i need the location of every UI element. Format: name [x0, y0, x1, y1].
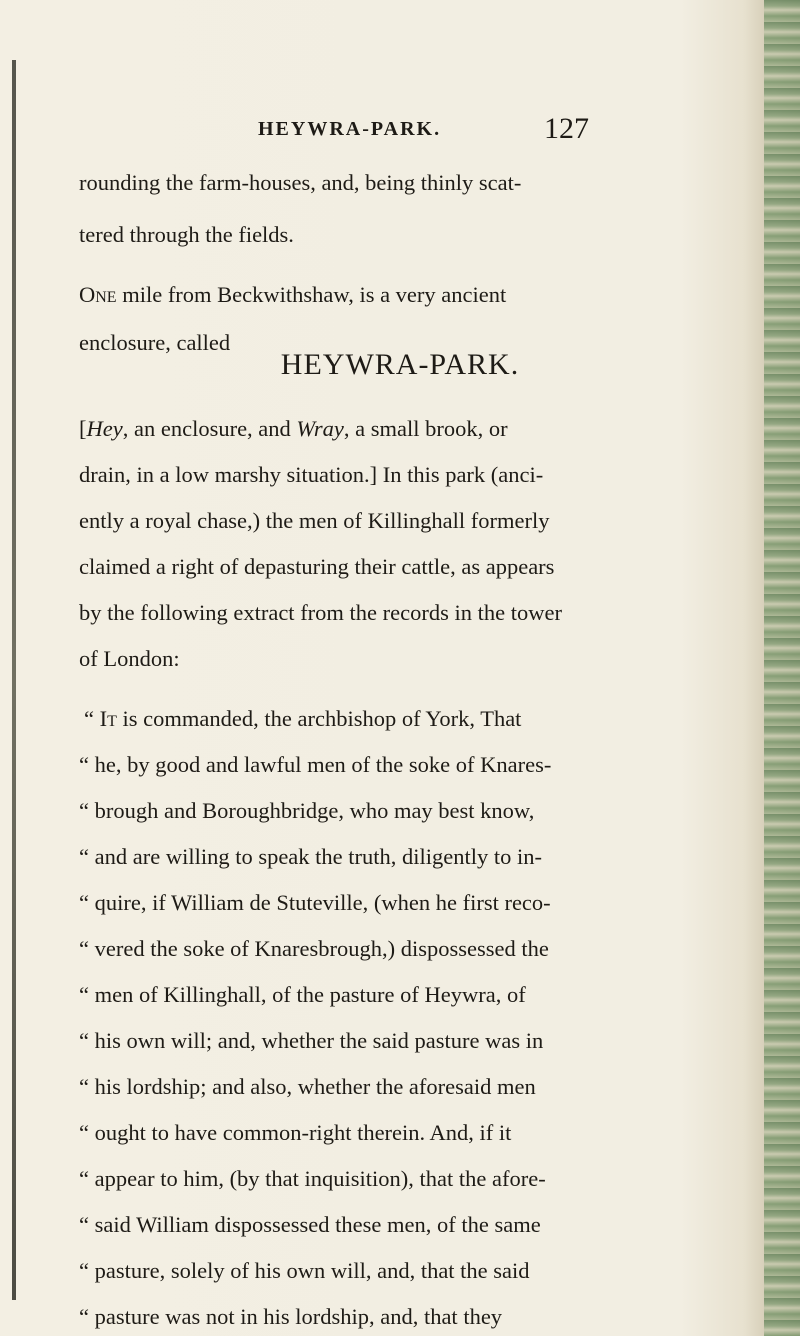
running-head [250, 112, 610, 152]
text-line: “ brough and Boroughbridge, who may best know, [79, 798, 535, 823]
page-number: 127 [544, 112, 589, 145]
lead-word: It [99, 706, 117, 731]
line-text: , an enclosure, and [122, 416, 297, 441]
section-heading: HEYWRA-PARK. [280, 348, 520, 381]
text-line: “ appear to him, (by that inquisition), that the afore- [79, 1166, 546, 1191]
text-line: “ and are willing to speak the truth, diligently to in- [79, 844, 543, 869]
binding-edge [12, 60, 16, 1300]
text-line: drain, in a low marshy situation.] In this park (anci- [79, 462, 544, 487]
text-line [84, 706, 521, 732]
line-text: mile from Beckwithshaw, is a very ancient [116, 282, 507, 307]
text-line: “ vered the soke of Knaresbrough,) dispossessed the [79, 936, 549, 961]
text-line: “ quire, if William de Stuteville, (when he first reco- [79, 890, 551, 915]
text-line [79, 282, 506, 308]
text-line: “ ought to have common-right therein. And, if it [79, 1120, 512, 1145]
line-text: is commanded, the archbishop of York, That [116, 706, 522, 731]
text-line: “ his lordship; and also, whether the aforesaid men [79, 1074, 536, 1099]
open-quote: “ [84, 706, 100, 731]
text-line: tered through the fields. [79, 222, 294, 247]
bracket: [ [79, 416, 87, 441]
text-line: rounding the farm-houses, and, being thinly scat- [79, 170, 522, 195]
text-line: claimed a right of depasturing their cattle, as appears [79, 554, 555, 579]
page-edge-shadow [764, 0, 800, 1336]
line-text: , a small brook, or [343, 416, 508, 441]
term-wray: Wray [296, 416, 344, 441]
text-line [79, 416, 508, 442]
lead-word: One [79, 282, 117, 307]
text-line: by the following extract from the records in the tower [79, 600, 562, 625]
text-line: ently a royal chase,) the men of Killinghall formerly [79, 508, 550, 533]
text-line: “ his own will; and, whether the said pasture was in [79, 1028, 544, 1053]
text-line: “ said William dispossessed these men, of the same [79, 1212, 541, 1237]
text-line: of London: [79, 646, 180, 671]
text-line: enclosure, called [79, 330, 231, 355]
text-line: “ men of Killinghall, of the pasture of Heywra, of [79, 982, 526, 1007]
text-line: “ he, by good and lawful men of the soke of Knares- [79, 752, 552, 777]
running-head-title: HEYWRA-PARK. [258, 118, 442, 140]
term-hey: Hey [86, 416, 123, 441]
text-line: “ pasture, solely of his own will, and, that the said [79, 1258, 530, 1283]
text-line: “ pasture was not in his lordship, and, that they [79, 1304, 503, 1329]
